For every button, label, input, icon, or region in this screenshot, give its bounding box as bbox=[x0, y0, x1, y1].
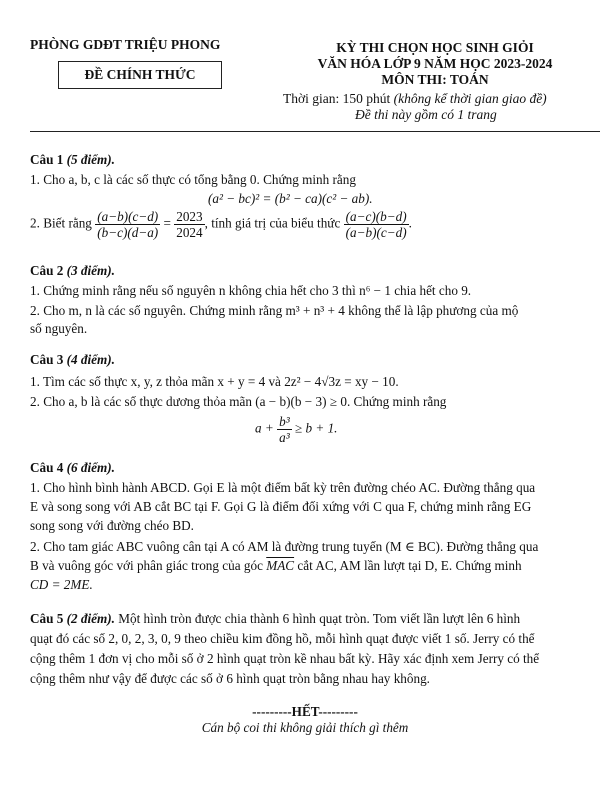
q2-points: (3 điểm). bbox=[66, 263, 115, 278]
q3-heading bbox=[30, 352, 115, 368]
official-stamp: ĐỀ CHÍNH THỨC bbox=[58, 61, 222, 89]
q5-line1 bbox=[30, 611, 520, 627]
q1-f2-den: 2024 bbox=[176, 225, 203, 241]
q3-rhs: ≥ b + 1. bbox=[294, 420, 338, 436]
q1-p2-lead: 2. Biết rằng bbox=[30, 215, 92, 231]
q4-p2-post: cắt AC, AM lần lượt tại D, E. Chứng minh bbox=[297, 558, 522, 573]
q1-fraction-3 bbox=[344, 209, 409, 240]
q4-part1-line2: E và song song với AB cắt BC tại F. Gọi G là điểm đối xứng với C qua F, chứng minh rằng EG bbox=[30, 499, 532, 514]
q3-f-den: a³ bbox=[279, 430, 290, 446]
exam-subject: MÔN THI: TOÁN bbox=[381, 72, 489, 87]
q1-eq: = bbox=[163, 215, 171, 231]
exam-time bbox=[283, 91, 547, 107]
time-label: Thời gian: 150 phút bbox=[283, 91, 391, 106]
q2-heading bbox=[30, 263, 115, 279]
q4-title: Câu 4 bbox=[30, 460, 64, 475]
end-mark: ---------HẾT--------- bbox=[252, 704, 358, 719]
q4-part2-line2 bbox=[30, 558, 522, 574]
q3-fraction bbox=[277, 414, 292, 445]
header-divider bbox=[30, 131, 600, 132]
q5-line4: cộng thêm như vậy để được các số ở 6 hình quạt tròn bằng nhau hay không. bbox=[30, 671, 430, 686]
q2-part1: 1. Chứng minh rằng nếu số nguyên n không chia hết cho 3 thì n⁶ − 1 chia hết cho 9. bbox=[30, 283, 472, 298]
q4-part2-line1: 2. Cho tam giác ABC vuông cân tại A có AM là đường trung tuyến (M ∈ BC). Đường thẳng qua bbox=[30, 539, 539, 554]
q2-part2-line1: 2. Cho m, n là các số nguyên. Chứng minh rằng m³ + n³ + 4 không thể là lập phương của mộ bbox=[30, 303, 519, 318]
org-name: PHÒNG GDĐT TRIỆU PHONG bbox=[30, 37, 221, 52]
q1-part1: 1. Cho a, b, c là các số thực có tổng bằng 0. Chứng minh rằng bbox=[30, 172, 356, 187]
q5-title: Câu 5 bbox=[30, 611, 64, 626]
q3-inequality bbox=[255, 414, 337, 445]
q1-fraction-1 bbox=[95, 209, 160, 240]
pages-note: Đề thi này gồm có 1 trang bbox=[355, 107, 497, 122]
q1-points: (5 điểm). bbox=[66, 152, 115, 167]
q4-heading bbox=[30, 460, 115, 476]
q5-text-1: Một hình tròn được chia thành 6 hình quạt tròn. Tom viết lần lượt lên 6 hình bbox=[118, 611, 521, 626]
q3-points: (4 điểm). bbox=[66, 352, 115, 367]
q4-points: (6 điểm). bbox=[66, 460, 115, 475]
q3-title: Câu 3 bbox=[30, 352, 64, 367]
q1-formula: (a² − bc)² = (b² − ca)(c² − ab). bbox=[208, 191, 373, 206]
q2-part2-line2: số nguyên. bbox=[30, 321, 88, 336]
q3-f-num: b³ bbox=[279, 414, 290, 429]
q1-f1-den: (b−c)(d−a) bbox=[97, 225, 159, 241]
q1-p2-mid: , tính giá trị của biểu thức bbox=[204, 215, 341, 231]
q1-f3-num: (a−c)(b−d) bbox=[345, 209, 407, 224]
q1-f3-den: (a−b)(c−d) bbox=[345, 225, 407, 241]
q5-line2: quạt đó các số 2, 0, 2, 3, 0, 9 theo chiều kim đồng hồ, mỗi hình quạt được viết 1 số. Jerry có thể bbox=[30, 631, 535, 646]
q3-part2: 2. Cho a, b là các số thực dương thỏa mãn (a − b)(b − 3) ≥ 0. Chứng minh rằng bbox=[30, 394, 447, 409]
q1-title: Câu 1 bbox=[30, 152, 64, 167]
q4-part2-line3: CD = 2ME. bbox=[30, 577, 93, 592]
q5-points: (2 điểm). bbox=[66, 611, 115, 626]
q1-part2 bbox=[30, 209, 412, 240]
q1-f1-num: (a−b)(c−d) bbox=[97, 209, 159, 224]
q1-p2-end: . bbox=[408, 215, 412, 231]
time-note: (không kể thời gian giao đề) bbox=[393, 91, 547, 106]
q4-part1-line3: song song với đường chéo BD. bbox=[30, 518, 194, 533]
q4-p2-pre: B và vuông góc với phân giác trong của góc bbox=[30, 558, 263, 573]
q4-part1-line1: 1. Cho hình bình hành ABCD. Gọi E là một điểm bất kỳ trên đường chéo AC. Đường thẳng qua bbox=[30, 480, 536, 495]
q1-fraction-2 bbox=[174, 209, 204, 240]
exam-title: KỲ THI CHỌN HỌC SINH GIỎI bbox=[336, 40, 534, 55]
q4-angle: $\overline{MAC}$ bbox=[266, 558, 295, 573]
q1-f2-num: 2023 bbox=[176, 209, 203, 224]
q3-lhs: a + bbox=[255, 420, 274, 436]
q1-heading bbox=[30, 152, 115, 168]
exam-subtitle: VĂN HÓA LỚP 9 NĂM HỌC 2023-2024 bbox=[317, 56, 553, 71]
q3-part1: 1. Tìm các số thực x, y, z thỏa mãn x + y = 4 và 2z² − 4√3z = xy − 10. bbox=[30, 374, 399, 389]
q5-line3: cộng thêm 1 đơn vị cho mỗi số ở 2 hình quạt tròn kề nhau bất kỳ. Hãy xác định xem Jerry có thể bbox=[30, 651, 540, 666]
q2-title: Câu 2 bbox=[30, 263, 64, 278]
proctor-note: Cán bộ coi thi không giải thích gì thêm bbox=[201, 720, 409, 735]
